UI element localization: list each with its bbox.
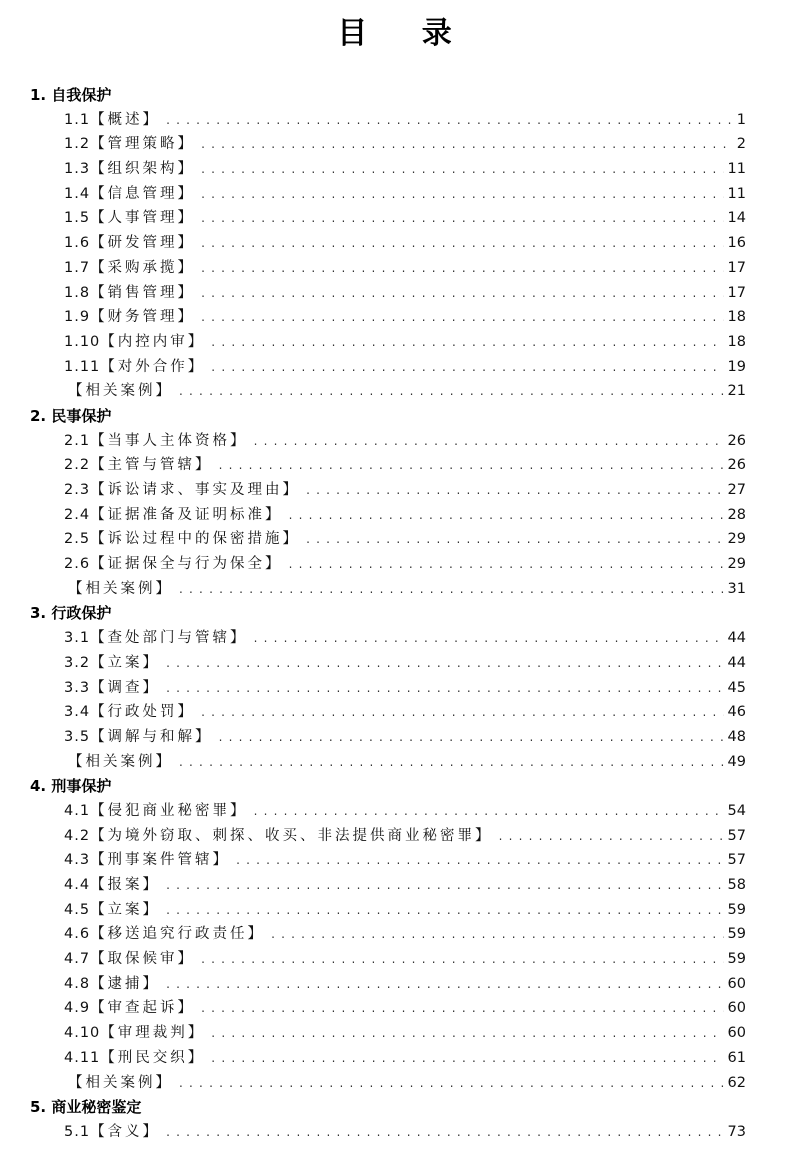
toc-entry-label: 【证据准备及证明标准】: [90, 506, 283, 523]
toc-entry-number: 2.1: [64, 432, 91, 449]
dot-leader: [201, 281, 723, 306]
toc-entry-page-number: 16: [727, 235, 746, 252]
toc-entry-label: 【主管与管辖】: [90, 457, 213, 474]
toc-entry-page-number: 57: [727, 827, 746, 844]
dot-leader: [201, 700, 723, 725]
toc-entry-row[interactable]: [0, 1120, 789, 1145]
toc-entry-row[interactable]: [0, 873, 789, 898]
toc-entry-label: 【刑民交织】: [100, 1049, 206, 1066]
dot-leader: [179, 577, 724, 602]
toc-entry-row[interactable]: [0, 898, 789, 923]
toc-entry-label: 【证据保全与行为保全】: [90, 556, 283, 573]
toc-entry-page-number: 29: [727, 531, 746, 548]
toc-entry-row[interactable]: [0, 157, 789, 182]
toc-entry-row[interactable]: [0, 824, 789, 849]
toc-entry-page-number: 11: [727, 185, 746, 202]
toc-entry-related-cases[interactable]: [0, 1071, 789, 1096]
toc-entry-page-number: 2: [736, 136, 746, 153]
dot-leader: [166, 1120, 723, 1145]
toc-entry-number: 1.10: [64, 333, 101, 350]
toc-entry-number: 3.1: [64, 630, 91, 647]
toc-entry-label: 【含义】: [90, 1123, 161, 1140]
dot-leader: [166, 972, 723, 997]
toc-entry-number: 4.7: [64, 951, 91, 968]
toc-entry-label: 【报案】: [90, 877, 161, 893]
dot-leader: [271, 922, 723, 947]
dot-leader: [289, 552, 724, 577]
toc-entry-label: 【调查】: [90, 679, 161, 696]
toc-entry-label: 【相关案例】: [68, 580, 173, 597]
toc-entry-number: 1.11: [64, 358, 101, 375]
toc-entry-page-number: 44: [727, 654, 746, 671]
toc-entry-number: 4.6: [64, 926, 91, 943]
toc-entry-page-number: 18: [727, 309, 746, 326]
toc-entry-number: 1.9: [64, 309, 91, 326]
toc-entry-number: 1.6: [64, 235, 91, 252]
toc-entry-page-number: 54: [727, 802, 746, 819]
toc-entry-label: 【相关案例】: [68, 1074, 173, 1091]
toc-entry-page-number: 27: [727, 482, 746, 498]
dot-leader: [289, 503, 724, 528]
toc-entry-page-number: 29: [727, 556, 746, 573]
toc-entry-page-number: 18: [727, 333, 746, 350]
toc-entry-page-number: 62: [727, 1074, 746, 1091]
toc-entry-row[interactable]: [0, 478, 789, 503]
toc-entry-number: 1.4: [64, 185, 91, 202]
dot-leader: [166, 898, 723, 923]
toc-entry-label: 【调解与和解】: [90, 728, 213, 745]
toc-entry-page-number: 17: [727, 259, 746, 276]
toc-entry-label: 【采购承揽】: [90, 259, 196, 276]
toc-entry-row[interactable]: [0, 700, 789, 725]
dot-leader: [201, 157, 723, 182]
toc-entry-page-number: 14: [727, 210, 746, 227]
toc-entry-page-number: 58: [727, 877, 746, 893]
dot-leader: [219, 725, 724, 750]
toc-entry-row[interactable]: [0, 552, 789, 577]
toc-section-heading[interactable]: 3. 行政保护: [30, 604, 112, 623]
toc-entry-number: 1.8: [64, 284, 91, 301]
dot-leader: [201, 206, 723, 231]
toc-entry-number: 2.4: [64, 506, 91, 523]
toc-entry-number: 3.3: [64, 679, 91, 696]
dot-leader: [219, 453, 724, 478]
toc-entry-page-number: 21: [727, 383, 746, 400]
toc-entry-label: 【人事管理】: [90, 210, 196, 227]
toc-entry-label: 【概述】: [90, 111, 161, 128]
dot-leader: [201, 996, 723, 1021]
toc-entry-number: 2.6: [64, 556, 91, 573]
toc-entry-related-cases[interactable]: [0, 750, 789, 775]
toc-entry-page-number: 49: [727, 753, 746, 770]
dot-leader: [166, 676, 723, 701]
toc-entry-label: 【管理策略】: [90, 136, 196, 153]
toc-entry-label: 【相关案例】: [68, 383, 173, 400]
toc-entry-page-number: 61: [727, 1049, 746, 1066]
toc-entry-label: 【当事人主体资格】: [90, 432, 248, 449]
toc-entry-label: 【相关案例】: [68, 753, 173, 770]
toc-entry-label: 【移送追究行政责任】: [90, 926, 266, 943]
toc-entry-page-number: 26: [727, 432, 746, 449]
toc-section-heading[interactable]: 2. 民事保护: [30, 406, 112, 425]
dot-leader: [201, 947, 723, 972]
toc-section-heading[interactable]: 1. 自我保护: [30, 86, 112, 104]
toc-entry-page-number: 60: [727, 975, 746, 992]
toc-section-heading[interactable]: 5. 商业秘密鉴定: [30, 1098, 142, 1117]
toc-entry-row[interactable]: [0, 206, 789, 231]
toc-entry-number: 4.4: [64, 877, 91, 893]
toc-entry-row[interactable]: [0, 330, 789, 355]
dot-leader: [211, 355, 723, 380]
toc-entry-related-cases[interactable]: [0, 379, 789, 404]
toc-entry-number: 3.5: [64, 728, 91, 745]
toc-entry-number: 1.1: [64, 111, 91, 128]
toc-entry-page-number: 1: [736, 111, 746, 128]
toc-entry-page-number: 59: [727, 901, 746, 918]
toc-entry-page-number: 31: [727, 580, 746, 597]
toc-entry-number: 4.2: [64, 827, 91, 844]
toc-entry-row[interactable]: [0, 799, 789, 824]
toc-entry-row[interactable]: [0, 453, 789, 478]
toc-entry-page-number: 45: [727, 679, 746, 696]
toc-entry-row[interactable]: [0, 848, 789, 873]
toc-entry-page-number: 28: [727, 506, 746, 523]
dot-leader: [201, 305, 723, 330]
toc-entry-number: 2.5: [64, 531, 91, 548]
toc-entry-page-number: 48: [727, 728, 746, 745]
toc-entry-number: 4.1: [64, 802, 91, 819]
toc-entry-page-number: 26: [727, 457, 746, 474]
table-of-contents: [0, 83, 789, 1145]
toc-section-heading[interactable]: 4. 刑事保护: [30, 777, 112, 796]
toc-entry-number: 5.1: [64, 1123, 91, 1140]
dot-leader: [306, 527, 723, 552]
dot-leader: [201, 256, 723, 281]
toc-entry-row[interactable]: [0, 108, 789, 133]
toc-entry-label: 【立案】: [90, 654, 161, 671]
toc-entry-page-number: 11: [727, 161, 746, 178]
toc-entry-label: 【对外合作】: [100, 358, 206, 375]
toc-entry-label: 【信息管理】: [90, 185, 196, 202]
toc-entry-row[interactable]: [0, 182, 789, 207]
toc-entry-page-number: 73: [727, 1123, 746, 1140]
toc-entry-row[interactable]: [0, 626, 789, 651]
toc-entry-page-number: 60: [727, 1000, 746, 1017]
dot-leader: [166, 651, 723, 676]
toc-entry-page-number: 59: [727, 926, 746, 943]
toc-entry-row[interactable]: [0, 922, 789, 947]
toc-entry-number: 3.2: [64, 654, 91, 671]
dot-leader: [211, 1021, 723, 1046]
dot-leader: [306, 478, 723, 503]
toc-entry-number: 4.5: [64, 901, 91, 918]
toc-entry-number: 4.8: [64, 975, 91, 992]
toc-entry-label: 【内控内审】: [100, 333, 206, 350]
toc-entry-label: 【查处部门与管辖】: [90, 630, 248, 647]
toc-entry-row[interactable]: [0, 1021, 789, 1046]
toc-entry-row[interactable]: [0, 725, 789, 750]
toc-entry-page-number: 60: [727, 1025, 746, 1042]
toc-entry-number: 1.7: [64, 259, 91, 276]
toc-entry-number: 1.2: [64, 136, 91, 153]
toc-entry-row[interactable]: [0, 429, 789, 454]
toc-entry-row[interactable]: [0, 527, 789, 552]
toc-entry-row[interactable]: [0, 947, 789, 972]
toc-entry-number: 1.5: [64, 210, 91, 227]
dot-leader: [166, 108, 733, 133]
dot-leader: [254, 429, 724, 454]
toc-entry-number: 4.9: [64, 1000, 91, 1017]
toc-entry-page-number: 17: [727, 284, 746, 301]
toc-entry-row[interactable]: [0, 1046, 789, 1071]
toc-entry-page-number: 19: [727, 358, 746, 375]
dot-leader: [211, 330, 723, 355]
toc-entry-number: 2.2: [64, 457, 91, 474]
toc-entry-label: 【研发管理】: [90, 235, 196, 252]
toc-entry-page-number: 44: [727, 630, 746, 647]
dot-leader: [254, 626, 724, 651]
toc-entry-label: 【审理裁判】: [100, 1025, 206, 1042]
toc-entry-row[interactable]: [0, 503, 789, 528]
dot-leader: [179, 750, 724, 775]
toc-entry-number: 1.3: [64, 161, 91, 178]
dot-leader: [166, 873, 723, 898]
dot-leader: [211, 1046, 723, 1071]
toc-entry-row[interactable]: [0, 256, 789, 281]
toc-entry-row[interactable]: [0, 651, 789, 676]
dot-leader: [254, 799, 724, 824]
toc-entry-label: 【诉讼请求、事实及理由】: [90, 482, 301, 498]
toc-entry-label: 【逮捕】: [90, 975, 161, 992]
dot-leader: [201, 231, 723, 256]
dot-leader: [179, 1071, 724, 1096]
toc-entry-page-number: 59: [727, 951, 746, 968]
toc-entry-row[interactable]: [0, 355, 789, 380]
toc-entry-label: 【审查起诉】: [90, 1000, 196, 1017]
toc-entry-number: 4.10: [64, 1025, 101, 1042]
toc-entry-label: 【为境外窃取、刺探、收买、非法提供商业秘密罪】: [90, 827, 493, 844]
toc-entry-number: 2.3: [64, 482, 91, 498]
toc-entry-related-cases[interactable]: [0, 577, 789, 602]
toc-entry-row[interactable]: [0, 996, 789, 1021]
toc-entry-number: 4.3: [64, 852, 91, 869]
toc-entry-label: 【刑事案件管辖】: [90, 852, 231, 869]
toc-entry-label: 【立案】: [90, 901, 161, 918]
toc-entry-row[interactable]: [0, 231, 789, 256]
dot-leader: [201, 182, 723, 207]
toc-entry-page-number: 57: [727, 852, 746, 869]
toc-entry-page-number: 46: [727, 704, 746, 721]
dot-leader: [179, 379, 724, 404]
toc-entry-row[interactable]: [0, 281, 789, 306]
toc-entry-label: 【行政处罚】: [90, 704, 196, 721]
dot-leader: [236, 848, 723, 873]
toc-entry-label: 【诉讼过程中的保密措施】: [90, 531, 301, 548]
toc-entry-row[interactable]: [0, 132, 789, 157]
toc-title: 目 录: [337, 16, 474, 51]
toc-entry-label: 【组织架构】: [90, 161, 196, 178]
dot-leader: [499, 824, 724, 849]
toc-entry-label: 【取保候审】: [90, 951, 196, 968]
toc-entry-row[interactable]: [0, 305, 789, 330]
toc-entry-label: 【销售管理】: [90, 284, 196, 301]
dot-leader: [201, 132, 733, 157]
toc-entry-row[interactable]: [0, 972, 789, 997]
toc-entry-label: 【财务管理】: [90, 309, 196, 326]
toc-entry-number: 4.11: [64, 1049, 101, 1066]
toc-entry-number: 3.4: [64, 704, 91, 721]
toc-entry-row[interactable]: [0, 676, 789, 701]
toc-entry-label: 【侵犯商业秘密罪】: [90, 802, 248, 819]
